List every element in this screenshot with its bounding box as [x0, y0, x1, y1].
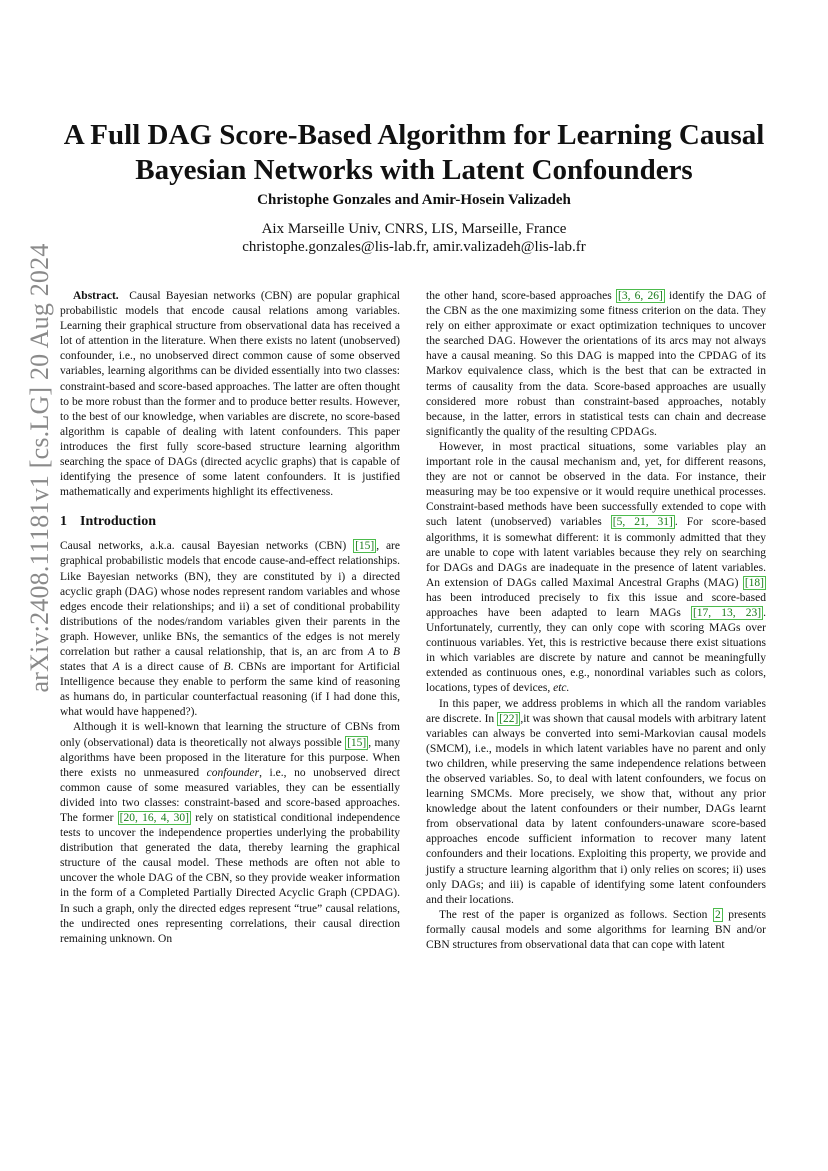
citation-link[interactable]: [18]	[744, 576, 764, 589]
left-column	[60, 289, 400, 947]
text-run: is a direct cause of	[119, 661, 224, 674]
emails: christophe.gonzales@lis-lab.fr, amir.valizadeh@lis-lab.fr	[242, 239, 586, 255]
abstract-label: Abstract.	[73, 290, 119, 302]
intro-paragraph-5	[426, 697, 766, 908]
text-run: The rest of the paper is organized as follows. Section	[439, 908, 713, 921]
section-reference-link[interactable]: 2	[714, 908, 721, 921]
text-run: identify the DAG of the CBN as the one maximizing some fitness criterion on the data. They rely on either approximate or exact optimization techniques to uncover the searched DAG. However the orientations of its arcs may not always have a causal meaning. So this DAG is mapped into the CPDAG of its Markov equivalence class, which is the best that can be extracted in terms of causality from the data. Score-based approaches are usually considered more robust than constraint-based approaches, notably because, in the latter, errors in statistical tests can chain and decrease significantly the quality of the resulting CPDAGs.	[426, 290, 766, 438]
abstract-text: Causal Bayesian networks (CBN) are popular graphical probabilistic models that encode causal relations among variables. Learning their graphical structure from observational data has received a lot of attention in the literature. When there exists no latent (unobserved) confounder, i.e., no unobserved direct common cause of some observed variables, learning algorithms can be divided essentially into two classes: constraint-based and score-based approaches. The latter are often thought to be more robust than the former and to produce better results. However, to the best of our knowledge, when variables are discrete, no score-based algorithm is capable of dealing with latent confounders. This paper introduces the first fully score-based structure learning algorithm searching the space of DAGs (directed acyclic graphs) that is capable of identifying the presence of some latent confounders. It is justified mathematically and experiments highlight its effectiveness.	[60, 290, 401, 499]
text-run: has been introduced precisely to fix this issue and score-based approaches have been adapted to learn MAGs	[426, 591, 766, 619]
emphasis: etc.	[553, 682, 570, 695]
abstract	[60, 289, 400, 500]
math-var-b: B	[223, 661, 231, 674]
intro-paragraph-6	[426, 908, 766, 953]
section-number: 1	[60, 514, 67, 530]
arxiv-identifier: arXiv:2408.11181v1 [cs.LG] 20 Aug 2024	[25, 243, 54, 693]
section-heading-introduction	[60, 513, 400, 530]
text-run: presents formally causal models and some algorithms for learning BN and/or CBN structures from observational data that can cope with latent	[426, 908, 766, 952]
text-run: , i.e., no unobserved direct common cause of some measured variables, they can be essentially divided into two classes: constraint-based and score-based approaches. The former	[60, 766, 400, 824]
emphasis: confounder	[206, 766, 260, 779]
text-run: the other hand, score-based approaches	[426, 290, 616, 302]
text-run: . For score-based algorithms, it is somewhat different: it is commonly admitted that they are unable to cope with latent variables because they rely on searching for DAGs and DAGs are inadequate in the presence of latent variables. An extension of DAGs called Maximal Ancestral Graphs (MAG)	[426, 516, 766, 589]
math-var-b: B	[392, 645, 400, 658]
text-run: , are graphical probabilistic models that encode cause-and-effect relationships. Like Bayesian networks (BN), they are constituted by i) a directed acyclic graph (DAG) whose nodes represent random variables and whose edges encode their relationships; and ii) a set of conditional probability distributions of the nodes/random variables given their parents in the graph. However, unlike BNs, the semantics of the edges is not merely correlation but rather a causal relationship, that is, an arc from	[60, 540, 400, 658]
intro-paragraph-1	[60, 539, 400, 720]
citation-link[interactable]: [15]	[347, 736, 367, 749]
text-run: to	[374, 645, 393, 658]
title-line-1: A Full DAG Score-Based Algorithm for Learning Causal	[63, 119, 765, 151]
citation-link[interactable]: [20, 16, 4, 30]	[119, 812, 189, 824]
citation-link[interactable]: [22]	[499, 712, 519, 725]
intro-paragraph-4	[426, 440, 766, 697]
text-run: Causal networks, a.k.a. causal Bayesian networks (CBN)	[60, 540, 354, 553]
text-run: However, in most practical situations, some variables play an important role in the causal mechanism and, yet, for different reasons, they are not or cannot be observed in the data. For instance, their measuring may be too expensive or it would require unethical processes. Constraint-based methods have been successfully extended to cope with such latent (unobserved) variables	[426, 440, 766, 529]
intro-paragraph-2	[60, 720, 400, 946]
title-line-2: Bayesian Networks with Latent Confounders	[135, 154, 693, 186]
intro-paragraph-3	[426, 289, 766, 440]
text-run: . CBNs are important for Artificial Intelligence because they enable to perform the same kind of reasoning as humans do, in particular counterfactual reasoning (if I had done this, what would have happened?).	[60, 661, 400, 719]
citation-link[interactable]: [5, 21, 31]	[612, 516, 673, 529]
text-run: In this paper, we address problems in which all the random variables are discrete. In	[426, 697, 766, 725]
citation-link[interactable]: [3, 6, 26]	[617, 290, 663, 302]
text-run: , many algorithms have been proposed in the literature for this purpose. When there exists no unmeasured	[60, 736, 400, 779]
citation-link[interactable]: [15]	[355, 540, 375, 553]
affiliation: Aix Marseille Univ, CNRS, LIS, Marseille, France	[261, 221, 567, 237]
right-column	[426, 289, 766, 953]
text-run: states that	[60, 661, 113, 674]
text-run: ,it was shown that causal models with arbitrary latent variables can always be converted into semi-Markovian causal models (SMCM), i.e., models in which latent variables have no parent and only two children, while preserving the same independence relations between the observed variables. So, to deal with latent confounders, we focus on learning SMCMs. More precisely, we show that, without any prior knowledge about the latent confounders or their number, DAGs learnt from observational data by latent confounders-unaware score-based approaches encode sufficient information to recover many latent confounders and their locations. Exploiting this property, we provide and justify a structure learning algorithm that i) only relies on scores; ii) uses only DAGs; and iii) is capable of identifying some latent confounders and their locations.	[426, 712, 766, 906]
authors: Christophe Gonzales and Amir-Hosein Valizadeh	[257, 192, 571, 208]
citation-link[interactable]: [17, 13, 23]	[692, 606, 762, 619]
text-run: . Unfortunately, currently, they can only cope with scoring MAGs over continuous variables. Yet, this is restrictive because there exist situations in which variables are discrete by nature and cannot be meaningfully extended as continuous ones, e.g., nonordinal variables such as colors, locations, types of devices,	[426, 606, 766, 695]
affiliation-block	[40, 220, 788, 256]
math-var-a: A	[367, 645, 375, 658]
section-title: Introduction	[80, 514, 156, 530]
math-var-a: A	[112, 661, 120, 674]
paper-title	[40, 118, 788, 188]
text-run: Although it is well-known that learning the structure of CBNs from only (observational) data is theoretically not always possible	[60, 721, 400, 749]
text-run: rely on statistical conditional independence tests to uncover the independence properties underlying the probability distribution that generated the data, thereby learning the graphical structure of the causal model. These methods are often not able to uncover the whole DAG of the CBN, so they provide weaker information in the form of a Completed Partially Directed Acyclic Graph (CPDAG). In such a graph, only the directed edges represent “true” causal relations, the undirected ones representing correlations, their causal direction remaining unknown. On	[60, 812, 400, 945]
